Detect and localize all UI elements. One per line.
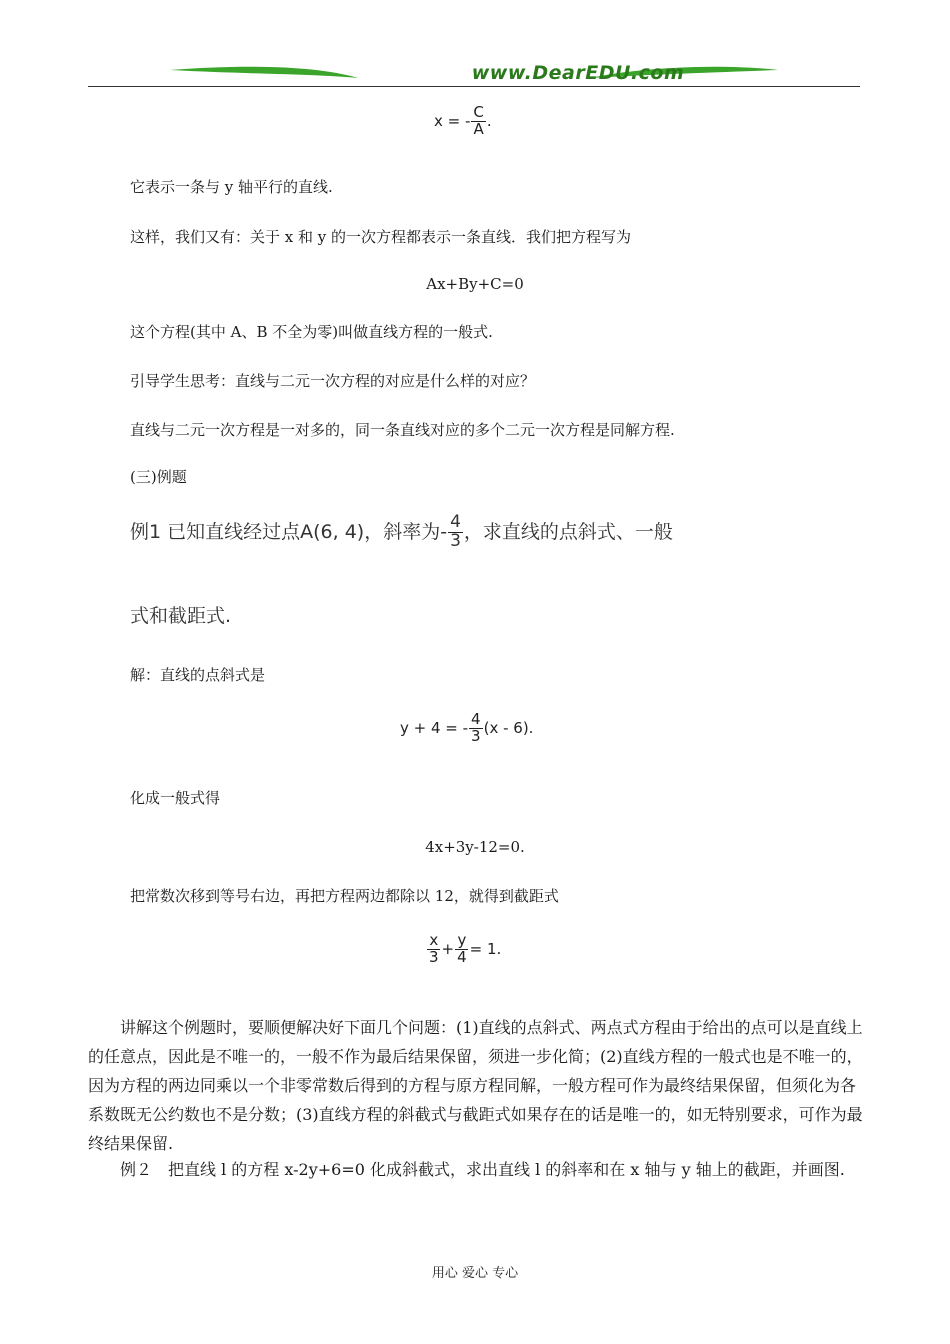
denominator: 3 xyxy=(450,530,461,551)
denominator: 3 xyxy=(471,726,481,745)
denominator: 4 xyxy=(457,947,467,966)
site-logo: www.DearEDU.com xyxy=(471,62,685,84)
text-line: 化成一般式得 xyxy=(130,789,221,807)
numerator: 4 xyxy=(471,710,481,728)
formula-lhs: y + 4 = - xyxy=(400,718,469,737)
text-line: 把常数次移到等号右边，再把方程两边都除以 12，就得到截距式 xyxy=(130,887,559,905)
denominator: A xyxy=(473,119,484,138)
example-1-statement xyxy=(130,514,673,551)
numerator: x xyxy=(429,931,439,949)
point-slope-equation xyxy=(400,712,533,745)
fraction xyxy=(427,933,441,966)
formula-x-eq xyxy=(434,105,492,138)
page-footer: 用心 爱心 专心 xyxy=(431,1266,519,1281)
formula-end: . xyxy=(486,111,492,130)
formula-lhs: x = - xyxy=(434,111,471,130)
general-form-equation: Ax+By+C=0 xyxy=(426,275,524,293)
example-2-paragraph: 例２ 把直线 l 的方程 x-2y+6=0 化成斜截式，求出直线 l 的斜率和在 x 轴与 y 轴上的截距，并画图. xyxy=(120,1160,845,1179)
header-divider xyxy=(88,86,860,87)
intercept-form-equation xyxy=(426,933,501,966)
fraction xyxy=(469,712,483,745)
example-1-continuation: 式和截距式. xyxy=(130,605,232,627)
general-form-result: 4x+3y-12=0. xyxy=(425,838,525,856)
slope-fraction xyxy=(448,514,463,551)
page-header xyxy=(88,60,860,92)
explanation-paragraph: 讲解这个例题时，要顺便解决好下面几个问题：(1)直线的点斜式、两点式方程由于给出的点可以是直线上的任意点，因此是不唯一的，一般不作为最后结果保留，须进一步化简；(2)直线方程的一般式也是不唯一的，因为方程的两边同乘以一个非零常数后得到的方程与原方程同解，一般方程可作为最终结果保留，但须化为各系数既无公约数也不是分数；(3)直线方程的斜截式与截距式如果存在的话是唯一的，如无特别要求，可作为最终结果保留. xyxy=(88,1018,863,1153)
fraction xyxy=(455,933,469,966)
solution-intro: 解：直线的点斜式是 xyxy=(130,666,266,684)
text-line: 引导学生思考：直线与二元一次方程的对应是什么样的对应？ xyxy=(130,372,536,390)
example-1-text: 例1 已知直线经过点A(6, 4)，斜率为 xyxy=(130,520,441,543)
plus-sign: + xyxy=(441,939,455,958)
text-line: 这样，我们又有：关于 x 和 y 的一次方程都表示一条直线．我们把方程写为 xyxy=(130,228,632,246)
text-line: 这个方程(其中 A、B 不全为零)叫做直线方程的一般式. xyxy=(130,323,493,341)
slope-sign: - xyxy=(440,520,448,543)
numerator: y xyxy=(457,931,467,949)
fraction xyxy=(471,105,485,138)
formula-rhs: (x - 6). xyxy=(483,718,534,737)
numerator: 4 xyxy=(450,512,461,532)
text-line: 它表示一条与 y 轴平行的直线. xyxy=(130,178,333,196)
text-line: 直线与二元一次方程是一对多的，同一条直线对应的多个二元一次方程是同解方程. xyxy=(130,421,675,439)
formula-rhs: = 1. xyxy=(469,939,502,958)
example-1-text: ，求直线的点斜式、一般 xyxy=(463,520,673,543)
section-heading: (三)例题 xyxy=(130,468,187,486)
numerator: C xyxy=(473,103,484,121)
denominator: 3 xyxy=(429,947,439,966)
